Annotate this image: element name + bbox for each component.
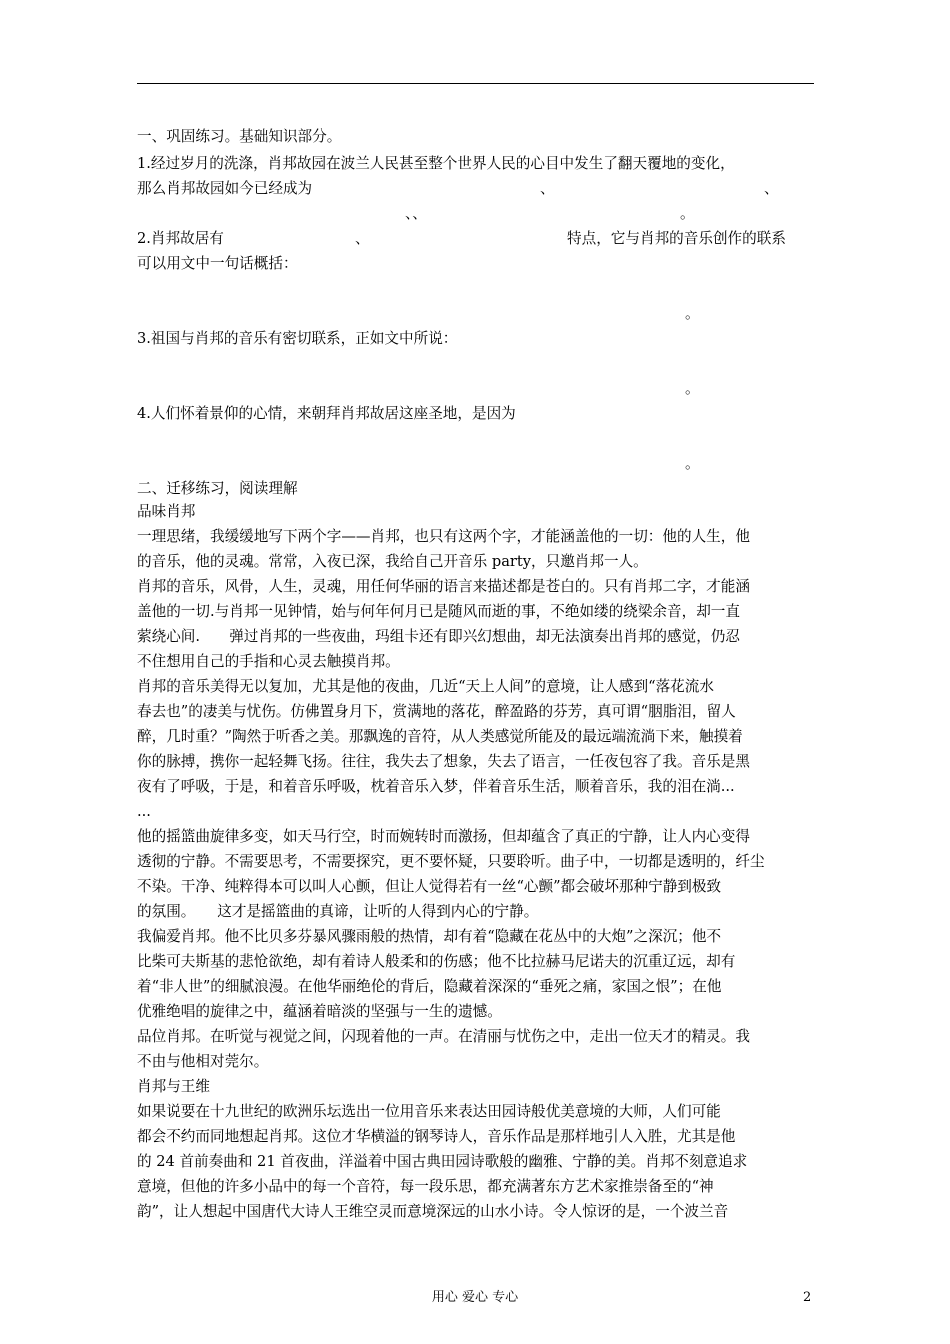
article-line: 优雅绝唱的旋律之中，蕴涵着暗淡的坚强与一生的遗憾。 — [137, 1003, 502, 1020]
q2-end-mark: 。 — [685, 305, 700, 322]
q4-end-mark: 。 — [685, 455, 700, 472]
article-line: 比柴可夫斯基的悲怆欲绝，却有着诗人般柔和的伤感；他不比拉赫马尼诺夫的沉重辽远，却有 — [137, 953, 736, 970]
footer-motto: 用心 爱心 专心 — [431, 1290, 519, 1305]
article-line: 韵”，让人想起中国唐代大诗人王维空灵而意境深远的山水小诗。令人惊讶的是，一个波兰音 — [137, 1203, 729, 1220]
article-line: 意境，但他的许多小品中的每一个音符，每一段乐思，都充满著东方艺术家推崇备至的“神 — [137, 1178, 714, 1195]
page-number: 2 — [803, 1290, 812, 1305]
question-1-line-2: 那么肖邦故园如今已经成为 — [137, 180, 313, 197]
section2-heading: 二、迁移练习，阅读理解 — [137, 480, 298, 497]
article-line: ... — [137, 803, 151, 820]
article-line: 如果说要在十九世纪的欧洲乐坛选出一位用音乐来表达田园诗般优美意境的大师，人们可能 — [137, 1103, 721, 1120]
article-line: 春去也”的凄美与忧伤。仿佛置身月下，赏满地的落花，醉盈路的芬芳，真可谓“胭脂泪，留人 — [137, 703, 736, 720]
article-line: 醉，几时重？”陶然于听香之美。那飘逸的音符，从人类感觉所能及的最远端流淌下来，触摸着 — [137, 728, 743, 745]
q1-separator-3: 、、 — [405, 205, 427, 222]
article-line: 夜有了呼吸，于是，和着音乐呼吸，枕着音乐入梦，伴着音乐生活，顺着音乐，我的泪在淌... — [137, 778, 735, 795]
article-line: 品位肖邦。在听觉与视觉之间，闪现着他的一声。在清丽与忧伤之中，走出一位天才的精灵。我 — [137, 1028, 750, 1045]
question-3: 3.祖国与肖邦的音乐有密切联系，正如文中所说： — [137, 330, 458, 347]
article-line: 我偏爱肖邦。他不比贝多芬暴风骤雨般的热情，却有着“隐藏在花丛中的大炮”之深沉；他不 — [137, 928, 722, 945]
article-line: 的氛围。 这才是摇篮曲的真谛，让听的人得到内心的宁静。 — [137, 903, 539, 920]
article-line: 透彻的宁静。不需要思考，不需要探究，更不要怀疑，只要聆听。曲子中，一切都是透明的，纤尘 — [137, 853, 765, 870]
article-line: 不住想用自己的手指和心灵去触摸肖邦。 — [137, 653, 400, 670]
article-subtitle: 肖邦与王维 — [137, 1078, 210, 1095]
article-line: 肖邦的音乐美得无以复加，尤其是他的夜曲，几近“天上人间”的意境，让人感到“落花流水 — [137, 678, 714, 695]
article-line: 一理思绪，我缓缓地写下两个字——肖邦，也只有这两个字，才能涵盖他的一切：他的人生，他 — [137, 528, 750, 545]
question-2-line-1: 2.肖邦故居有 — [137, 230, 224, 247]
article-line: 着“非人世”的细腻浪漫。在他华丽绝伦的背后，隐藏着深深的“垂死之痛，家国之恨”；在他 — [137, 978, 722, 995]
article-line: 盖他的一切.与肖邦一见钟情，始与何年何月已是随风而逝的事，不绝如缕的绕梁余音，却一直 — [137, 603, 740, 620]
article-line: 的音乐，他的灵魂。常常，入夜已深，我给自己开音乐 party，只邀肖邦一人。 — [137, 553, 648, 570]
section1-heading: 一、巩固练习。基础知识部分。 — [137, 128, 342, 145]
article-line: 不由与他相对莞尔。 — [137, 1053, 269, 1070]
q2-line-1-tail: 特点，它与肖邦的音乐创作的联系 — [567, 230, 786, 247]
q1-separator-2: 、 — [764, 180, 779, 197]
article-title: 品味肖邦 — [137, 503, 196, 520]
q1-end-mark: 。 — [680, 205, 695, 222]
article-line: 你的脉搏，携你一起轻舞飞扬。往往，我失去了想象，失去了语言，一任夜包容了我。音乐是黑 — [137, 753, 750, 770]
q3-end-mark: 。 — [685, 380, 700, 397]
article-line: 的 24 首前奏曲和 21 首夜曲，洋溢着中国古典田园诗歌般的幽雅、宁静的美。肖邦不刻意追求 — [137, 1153, 748, 1170]
article-line: 不染。干净、纯粹得本可以叫人心颤，但让人觉得若有一丝“心颤”都会破坏那种宁静到极致 — [137, 878, 722, 895]
question-2-line-2: 可以用文中一句话概括： — [137, 255, 298, 272]
header-rule — [137, 83, 814, 84]
q2-separator: 、 — [355, 230, 370, 247]
article-line: 他的摇篮曲旋律多变，如天马行空，时而婉转时而激扬，但却蕴含了真正的宁静，让人内心变得 — [137, 828, 750, 845]
question-1-line-1: 1.经过岁月的洗涤，肖邦故园在波兰人民甚至整个世界人民的心目中发生了翻天覆地的变化， — [137, 155, 735, 172]
article-line: 肖邦的音乐，风骨，人生，灵魂，用任何华丽的语言来描述都是苍白的。只有肖邦二字，才能涵 — [137, 578, 750, 595]
article-line: 萦绕心间. 弹过肖邦的一些夜曲，玛组卡还有即兴幻想曲，却无法演奏出肖邦的感觉，仍忍 — [137, 628, 740, 645]
question-4: 4.人们怀着景仰的心情，来朝拜肖邦故居这座圣地，是因为 — [137, 405, 516, 422]
article-line: 都会不约而同地想起肖邦。这位才华横溢的钢琴诗人，音乐作品是那样地引人入胜，尤其是他 — [137, 1128, 736, 1145]
q1-separator-1: 、 — [540, 180, 555, 197]
